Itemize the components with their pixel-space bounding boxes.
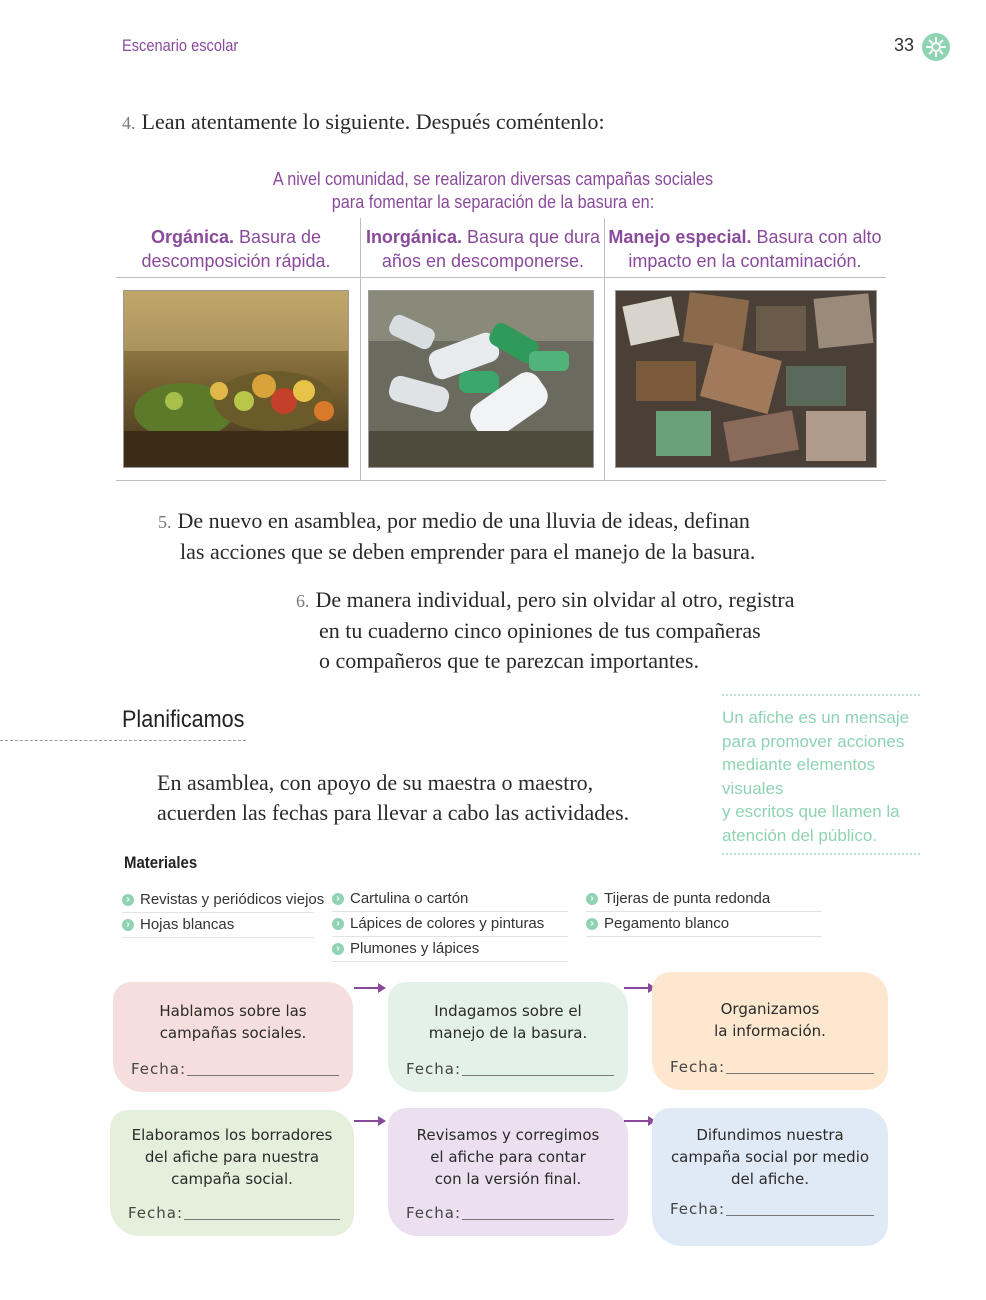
note-line: Un afiche es un mensaje: [722, 708, 910, 727]
date-field[interactable]: [462, 1219, 614, 1220]
bullet-icon: ›: [122, 919, 134, 931]
material-item: › Tijeras de punta redonda: [586, 887, 822, 912]
category-inorganic: [364, 225, 602, 277]
date-label: Fecha:: [131, 1060, 187, 1078]
date-label: Fecha:: [670, 1200, 726, 1218]
step-card: [652, 972, 888, 1090]
arrow-right-icon: [354, 1115, 386, 1127]
instruction-text: Lean atentamente lo siguiente. Después coméntenlo:: [141, 109, 605, 134]
instruction-5: [158, 506, 755, 567]
materials-column-2: [332, 887, 568, 962]
step-card-text: Revisamos y corregimos el afiche para contar con la versión final.: [416, 1126, 600, 1188]
step-card: [388, 1108, 628, 1236]
row-divider: [116, 480, 886, 481]
material-item: › Lápices de colores y pinturas: [332, 912, 568, 937]
material-item: › Hojas blancas: [122, 913, 314, 938]
step-card: [110, 1110, 354, 1236]
step-card-text: Difundimos nuestra campaña social por medio del afiche.: [670, 1126, 870, 1188]
instruction-text: las acciones que se deben emprender para el manejo de la basura.: [180, 539, 756, 564]
instruction-text: De nuevo en asamblea, por medio de una lluvia de ideas, definan: [177, 508, 750, 533]
category-organic: [118, 225, 354, 277]
step-card: [388, 982, 628, 1092]
note-line: y escritos que llamen la: [722, 802, 900, 821]
date-label: Fecha:: [406, 1204, 462, 1222]
planning-line: En asamblea, con apoyo de su maestra o maestro,: [157, 770, 594, 795]
category-term: Orgánica.: [150, 227, 234, 247]
instruction-text: en tu cuaderno cinco opiniones de tus compañeras: [319, 618, 761, 643]
materials-column-3: [586, 887, 822, 937]
date-label: Fecha:: [406, 1060, 462, 1078]
bullet-icon: ›: [586, 893, 598, 905]
column-divider: [604, 218, 605, 480]
plastic-waste-photo: [368, 290, 594, 468]
planning-line: acuerden las fechas para llevar a cabo las actividades.: [157, 800, 630, 825]
bullet-icon: ›: [332, 918, 344, 930]
instruction-number: 6.: [296, 591, 310, 611]
arrow-right-icon: [354, 982, 386, 994]
bullet-icon: ›: [586, 918, 598, 930]
row-divider: [116, 277, 886, 278]
note-line: mediante elementos visuales: [722, 755, 876, 798]
category-desc: Basura que dura: [461, 227, 601, 247]
step-card: [113, 982, 353, 1092]
planning-text: [157, 768, 629, 828]
campaign-intro: [229, 168, 756, 214]
date-field[interactable]: [187, 1075, 339, 1076]
step-card-text: Organizamos la información.: [714, 1000, 826, 1040]
definition-note: [722, 694, 920, 855]
category-desc: años en descomponerse.: [381, 251, 585, 271]
column-divider: [360, 218, 361, 480]
note-line: atención del público.: [722, 825, 878, 845]
instruction-text: o compañeros que te parezcan importantes.: [319, 648, 699, 673]
instruction-4: [122, 107, 605, 138]
bullet-icon: ›: [122, 894, 134, 906]
instruction-number: 5.: [158, 512, 172, 532]
heading-underline: [0, 740, 246, 741]
step-card-text: Elaboramos los borradores del afiche para nuestra campaña social.: [131, 1126, 333, 1188]
material-item: › Cartulina o cartón: [332, 887, 568, 912]
note-line: para promover acciones: [722, 731, 905, 751]
date-label: Fecha:: [128, 1204, 184, 1222]
material-item: › Revistas y periódicos viejos: [122, 888, 314, 913]
materials-heading: Materiales: [124, 853, 198, 872]
date-label: Fecha:: [670, 1058, 726, 1076]
section-heading: Planificamos: [122, 706, 245, 733]
bullet-icon: ›: [332, 893, 344, 905]
materials-column-1: [122, 888, 325, 938]
step-card-text: Indagamos sobre el manejo de la basura.: [428, 1002, 588, 1042]
instruction-6: [296, 585, 794, 676]
page-number: 33: [894, 35, 915, 55]
category-term: Manejo especial.: [608, 227, 752, 247]
step-card: [652, 1108, 888, 1246]
category-special: [608, 225, 882, 277]
date-field[interactable]: [726, 1215, 874, 1216]
ewaste-photo: [615, 290, 877, 468]
material-item: › Pegamento blanco: [586, 912, 822, 937]
instruction-text: De manera individual, pero sin olvidar al otro, registra: [315, 587, 795, 612]
category-desc: descomposición rápida.: [141, 251, 331, 271]
sun-badge-icon: [922, 33, 950, 61]
intro-line: A nivel comunidad, se realizaron diversas campañas sociales: [272, 169, 714, 189]
category-desc: impacto en la contaminación.: [628, 251, 862, 271]
material-item: › Plumones y lápices: [332, 937, 568, 962]
date-field[interactable]: [726, 1073, 874, 1074]
instruction-number: 4.: [122, 113, 136, 133]
category-desc: Basura con alto: [751, 227, 882, 247]
section-title: Escenario escolar: [122, 36, 239, 55]
date-field[interactable]: [184, 1219, 340, 1220]
bullet-icon: ›: [332, 943, 344, 955]
category-term: Inorgánica.: [365, 227, 462, 247]
date-field[interactable]: [462, 1075, 614, 1076]
step-card-text: Hablamos sobre las campañas sociales.: [159, 1002, 307, 1042]
organic-waste-photo: [123, 290, 349, 468]
category-desc: Basura de: [233, 227, 322, 247]
intro-line: para fomentar la separación de la basura en:: [331, 192, 655, 212]
